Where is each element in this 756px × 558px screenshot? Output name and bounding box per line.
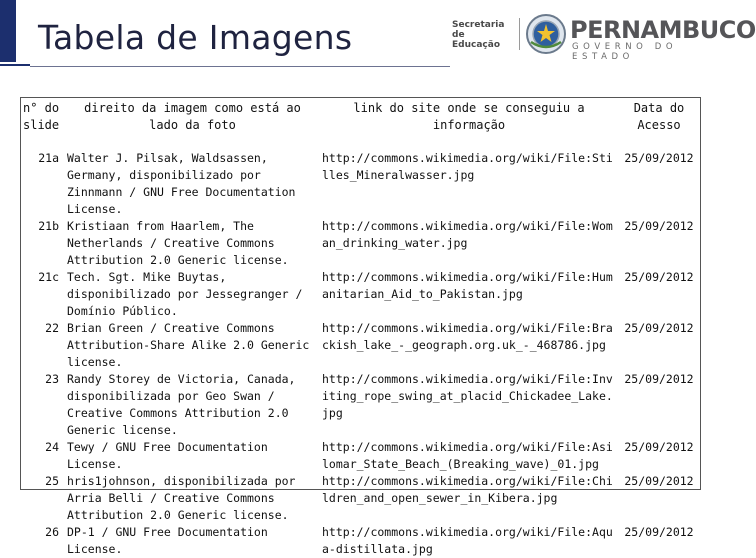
source-link[interactable]: http://commons.wikimedia.org/wiki/File:Woman_drinking_water.jpg: [322, 219, 613, 250]
logo-divider: [519, 18, 520, 50]
title-underline: [30, 66, 450, 67]
slide-number-cell: 21a: [38, 151, 59, 165]
table-row: [21, 371, 700, 439]
title-underline-accent: [0, 64, 30, 66]
access-date-cell: 25/09/2012: [624, 474, 694, 488]
header-image-credit: direito da imagem como está ao lado da foto: [84, 101, 301, 132]
image-credit-cell: Brian Green / Creative Commons Attribution-Share Alike 2.0 Generic license.: [67, 321, 310, 369]
image-credit-cell: Walter J. Pilsak, Waldsassen, Germany, disponibilizado por Zinnmann / GNU Free Documentation License.: [67, 151, 296, 216]
slide-number-cell: 21c: [38, 270, 59, 284]
table-row: [21, 269, 700, 320]
slide-number-cell: 26: [45, 525, 59, 539]
secretaria-label: [452, 20, 504, 50]
slide-header: [0, 0, 756, 80]
image-credit-cell: Tewy / GNU Free Documentation License.: [67, 440, 268, 471]
access-date-cell: 25/09/2012: [624, 270, 694, 284]
image-credit-cell: Randy Storey de Victoria, Canada, disponibilizada por Geo Swan / Creative Commons Attribution 2.0 Generic license.: [67, 372, 296, 437]
state-name: PERNAMBUCO: [570, 16, 756, 44]
access-date-cell: 25/09/2012: [624, 440, 694, 454]
access-date-cell: 25/09/2012: [624, 372, 694, 386]
source-link[interactable]: http://commons.wikimedia.org/wiki/File:Stilles_Mineralwasser.jpg: [322, 151, 613, 182]
credits-table: [21, 98, 700, 558]
table-header-row: [21, 98, 700, 150]
source-link[interactable]: http://commons.wikimedia.org/wiki/File:Humanitarian_Aid_to_Pakistan.jpg: [322, 270, 613, 301]
accent-bar: [0, 0, 16, 62]
slide-title: Tabela de Imagens: [38, 18, 353, 57]
header-source-link: link do site onde se conseguiu a informação: [353, 101, 585, 132]
image-credit-cell: Tech. Sgt. Mike Buytas, disponibilizado por Jessegranger / Domínio Público.: [67, 270, 303, 318]
source-link[interactable]: http://commons.wikimedia.org/wiki/File:Children_and_open_sewer_in_Kibera.jpg: [322, 474, 613, 505]
image-credit-cell: DP-1 / GNU Free Documentation License.: [67, 525, 268, 556]
image-credits-table: [20, 97, 701, 556]
state-emblem-icon: [525, 12, 567, 56]
access-date-cell: 25/09/2012: [624, 151, 694, 165]
source-link[interactable]: http://commons.wikimedia.org/wiki/File:Aqua-distillata.jpg: [322, 525, 613, 556]
source-link[interactable]: http://commons.wikimedia.org/wiki/File:Brackish_lake_-_geograph.org.uk_-_468786.jpg: [322, 321, 613, 352]
access-date-cell: 25/09/2012: [624, 219, 694, 233]
pernambuco-logo: [452, 12, 756, 62]
table-row: [21, 473, 700, 524]
de-text: de: [452, 30, 465, 40]
slide-number-cell: 24: [45, 440, 59, 454]
source-link[interactable]: http://commons.wikimedia.org/wiki/File:Asilomar_State_Beach_(Breaking_wave)_01.jpg: [322, 440, 613, 471]
government-label: GOVERNO DO ESTADO: [572, 42, 678, 62]
educacao-text: Educação: [452, 40, 500, 50]
table-row: [21, 150, 700, 218]
header-access-date: Data do Acesso: [633, 101, 685, 132]
access-date-cell: 25/09/2012: [624, 321, 694, 335]
source-link[interactable]: http://commons.wikimedia.org/wiki/File:Inviting_rope_swing_at_placid_Chickadee_Lake.jpg: [322, 372, 613, 420]
table-row: [21, 320, 700, 371]
secretaria-text: Secretaria: [452, 20, 505, 30]
header-slide-number: n° do slide: [23, 101, 60, 132]
table-row: [21, 439, 700, 473]
table-row: [21, 218, 700, 269]
image-credit-cell: Kristiaan from Haarlem, The Netherlands / Creative Commons Attribution 2.0 Generic license.: [67, 219, 289, 267]
image-credit-cell: hris1johnson, disponibilizada por Arria Belli / Creative Commons Attribution 2.0 Generic license.: [67, 474, 296, 522]
table-row: [21, 524, 700, 558]
slide-number-cell: 21b: [38, 219, 59, 233]
slide-number-cell: 25: [45, 474, 59, 488]
slide-number-cell: 22: [45, 321, 59, 335]
access-date-cell: 25/09/2012: [624, 525, 694, 539]
slide-number-cell: 23: [45, 372, 59, 386]
